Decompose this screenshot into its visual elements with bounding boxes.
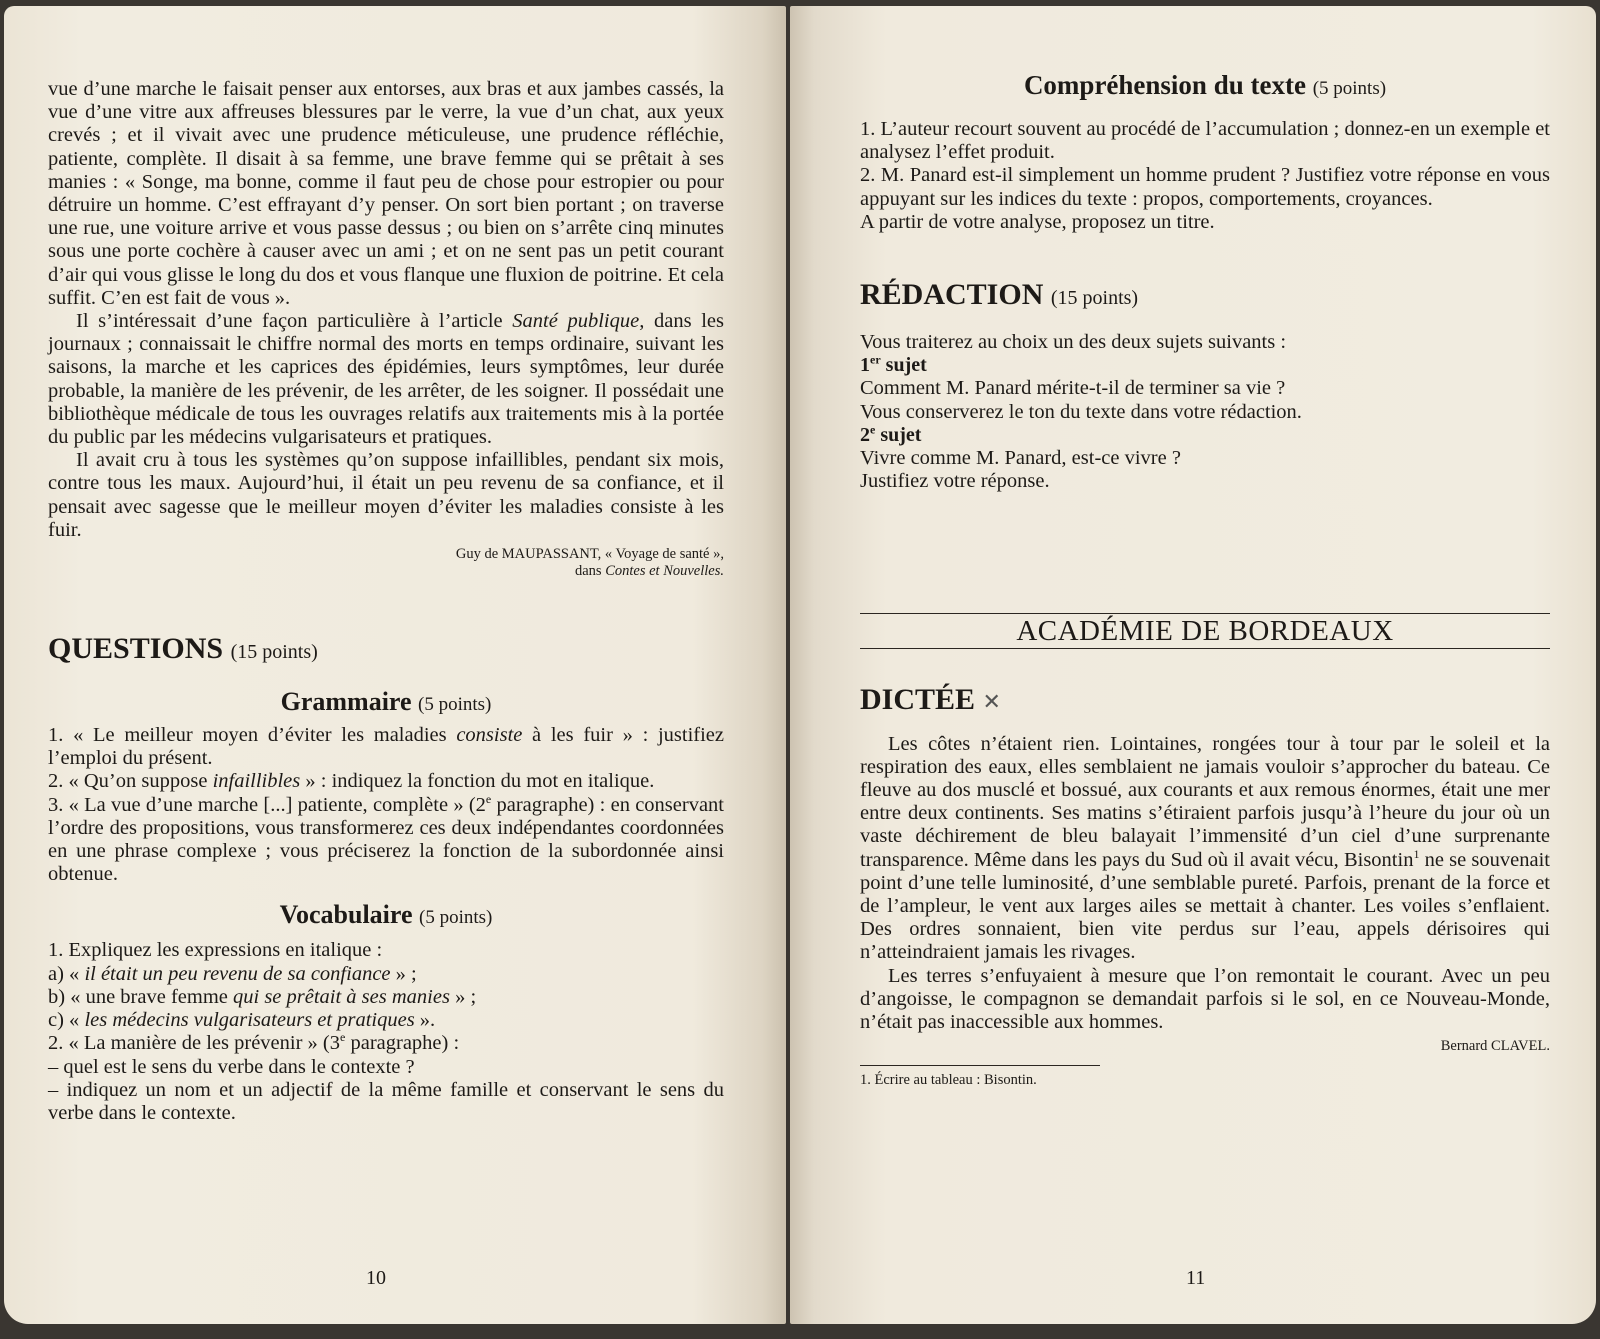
pencil-cross-mark-icon: ✕ <box>982 688 1001 714</box>
g3-sup: e <box>485 791 492 806</box>
questions-heading <box>48 632 724 669</box>
questions-points: (15 points) <box>230 641 318 664</box>
v2-a: 2. « La manière de les prévenir » (3 <box>48 1032 341 1055</box>
dictee-title: DICTÉE <box>860 682 976 716</box>
va-italic: il était un peu revenu de sa confiance <box>84 962 391 985</box>
sujet-2-sup: e <box>870 422 876 437</box>
left-page <box>4 6 786 1324</box>
grammaire-title: Grammaire <box>280 687 412 717</box>
vocabulaire-title: Vocabulaire <box>279 900 413 930</box>
vc-b: ». <box>414 1009 436 1032</box>
text-paragraph-3: Il avait cru à tous les systèmes qu’on suppose infaillibles, pendant six mois, contre tous les maux. Aujourd’hui, il était un peu revenu de sa confiance, et il pensait avec sagesse que le meilleur moyen d’éviter les maladies consiste à les fuir. <box>48 449 724 541</box>
g1-a: 1. « Le meilleur moyen d’éviter les maladies <box>48 724 457 747</box>
attribution-line-1: Guy de MAUPASSANT, « Voyage de santé », <box>455 546 724 563</box>
grammaire-heading <box>48 687 724 720</box>
footnote: 1. Écrire au tableau : Bisontin. <box>860 1072 1037 1089</box>
vb-italic: qui se prêtait à ses manies <box>233 985 450 1008</box>
dictee-paragraph-1 <box>860 733 1550 965</box>
g2-a: 2. « Qu’on suppose <box>48 770 213 793</box>
vocabulaire-a <box>48 963 724 986</box>
text-p2-italic: Santé publique, <box>512 310 645 333</box>
attribution-work: Contes et Nouvelles. <box>605 563 724 580</box>
vocabulaire-q2 <box>48 1032 724 1055</box>
right-page <box>790 6 1596 1324</box>
left-column <box>48 78 724 1125</box>
sujet-2-line-1: Vivre comme M. Panard, est-ce vivre ? <box>860 447 1181 470</box>
comprehension-heading <box>860 70 1550 104</box>
sujet-2-heading <box>860 424 1550 447</box>
vocabulaire-heading <box>48 900 724 933</box>
text-paragraph-1: vue d’une marche le faisait penser aux entorses, aux bras et aux jambes cassés, la vue d’une vitre aux affreuses blessures par le verre, la vue d’un chat, aux yeux crevés ; et il vivait avec une prudence méticuleuse, une prudence réfléchie, patiente, complète. Il disait à sa femme, une brave femme qui se prêtait à ses manies : « Songe, ma bonne, comme il faut peu de chose pour estropier ou pour détruire un homme. C’est effrayant d’y penser. On sort bien portant ; on traverse une rue, une voiture arrive et vous passe dessus ; ou bien on s’arrête cinq minutes sous une porte cochère à causer avec un ami ; et on ne sent pas un petit courant d’air qui vous glisse le long du dos et vous flanque une fluxion de poitrine. Et cela suffit. C’en est fait de vous ». <box>48 78 724 309</box>
redaction-points: (15 points) <box>1050 287 1139 310</box>
right-column <box>860 70 1550 1089</box>
comprehension-points: (5 points) <box>1312 78 1387 99</box>
attribution-dans: dans <box>574 563 606 580</box>
dictee-p1-a: Les côtes n’étaient rien. Lointaines, rongées tour à tour par le soleil et la respiration des eaux, elles semblaient ne jamais vouloir s’approcher du bateau. Ce fleuve au dos musclé et bossué, aux courants et aux remous énormes, était une mer entre deux continents. Ses matins s’étiraient parfois jusqu’à l’heure du jour où un vaste déchirement de bleu balayait l’immensité d’un ciel d’une surprenante transparence. Même dans les pays du Sud où il avait vécu, Bisontin <box>860 732 1550 871</box>
page-number-left: 10 <box>366 1267 386 1289</box>
redaction-intro: Vous traiterez au choix un des deux sujets suivants : <box>860 331 1287 354</box>
grammaire-q3 <box>48 791 724 887</box>
dictee-p1-sup: 1 <box>1413 846 1420 861</box>
g3-a: 3. « La vue d’une marche [...] patiente, complète » (2 <box>48 793 486 816</box>
vb-b: » ; <box>449 985 477 1008</box>
sujet-1-word: sujet <box>880 354 927 377</box>
g2-b: » : indiquez la fonction du mot en italique. <box>300 770 655 793</box>
sujet-1-num: 1 <box>860 354 870 377</box>
va-a: a) « <box>48 962 85 985</box>
vocabulaire-points: (5 points) <box>419 907 493 929</box>
g3-b: paragraphe) : en conservant l’ordre des propositions, vous transformerez ces deux indépendantes coordonnées en une phrase complexe ; vous préciserez la fonction de la subordonnée ainsi obtenue. <box>48 793 724 886</box>
v2-sup: e <box>340 1030 346 1045</box>
text-p2-a: Il s’intéressait d’une façon particulière à l’article <box>76 310 513 333</box>
comprehension-q1: 1. L’auteur recourt souvent au procédé de l’accumulation ; donnez-en un exemple et analysez l’effet produit. <box>860 118 1550 164</box>
redaction-heading <box>860 278 1550 315</box>
v2-b: paragraphe) : <box>345 1032 460 1055</box>
vocabulaire-c <box>48 1009 724 1032</box>
comprehension-q2: 2. M. Panard est-il simplement un homme prudent ? Justifiez votre réponse en vous appuyant sur les indices du texte : propos, comportements, croyances. <box>860 164 1550 210</box>
attribution <box>48 546 724 580</box>
dictee-author: Bernard CLAVEL. <box>1440 1038 1550 1055</box>
page-number-right: 11 <box>1186 1267 1206 1289</box>
dictee-paragraph-2: Les terres s’enfuyaient à mesure que l’on remontait le courant. Avec un peu d’angoisse, le compagnon se demandait parfois si le sol, en ce Nouveau-Monde, n’était pas inaccessible aux hommes. <box>860 964 1550 1034</box>
academie-title: ACADÉMIE DE BORDEAUX <box>1016 615 1394 648</box>
grammaire-q1 <box>48 724 724 770</box>
vocabulaire-b <box>48 986 724 1009</box>
sujet-2-line-2: Justifiez votre réponse. <box>860 470 1050 493</box>
sujet-1-line-1: Comment M. Panard mérite-t-il de terminer sa vie ? <box>860 377 1286 400</box>
sujet-2-word: sujet <box>875 423 922 446</box>
dictee-p1-b: ne se souvenait point d’une telle luminosité, d’une semblable pureté. Parfois, prenant de la force et de l’ampleur, le vent aux larges ailes se mettait à chanter. Les voiles s’enflaient. Des ordres sonnaient, bien vite perdus sur l’eau, appels dérisoires qui n’atteindraient jamais les rivages. <box>860 848 1550 964</box>
questions-title: QUESTIONS <box>48 632 224 666</box>
vc-a: c) « <box>48 1009 85 1032</box>
vocabulaire-q2-dash2: – indiquez un nom et un adjectif de la même famille et conservant le sens du verbe dans le contexte. <box>48 1078 724 1124</box>
sujet-2-num: 2 <box>860 423 870 446</box>
sujet-1-line-2: Vous conserverez le ton du texte dans votre rédaction. <box>860 400 1302 423</box>
grammaire-points: (5 points) <box>418 694 492 716</box>
va-b: » ; <box>390 962 417 985</box>
redaction-title: RÉDACTION <box>860 278 1044 312</box>
vb-a: b) « une brave femme <box>48 985 233 1008</box>
sujet-1-sup: er <box>870 352 881 367</box>
comprehension-title: Compréhension du texte <box>1023 70 1306 100</box>
text-paragraph-2 <box>48 310 724 449</box>
vc-italic: les médecins vulgarisateurs et pratiques <box>84 1009 415 1032</box>
g1-b: à les fuir » : justifiez l’emploi du présent. <box>48 724 724 770</box>
vocabulaire-q1: 1. Expliquez les expressions en italique : <box>48 939 383 962</box>
g2-italic: infaillibles <box>212 770 301 793</box>
text-p2-b: dans les journaux ; connaissait le chiffre normal des morts en temps ordinaire, suivant les saisons, la marche et les caprices des épidémies, leurs symptômes, leur durée probable, la manière de les prévenir, de les arrêter, de les soigner. Il possédait une bibliothèque médicale de tous les ouvrages relatifs aux traitements mis à la portée du public par les médecins vulgarisateurs et pratiques. <box>48 310 724 449</box>
dictee-heading <box>860 683 1550 719</box>
attribution-line-2 <box>48 563 724 580</box>
sujet-1-heading <box>860 354 1550 377</box>
g1-italic: consiste <box>456 724 523 747</box>
comprehension-q3: A partir de votre analyse, proposez un titre. <box>860 210 1215 233</box>
grammaire-q2 <box>48 770 724 793</box>
vocabulaire-q2-dash1: – quel est le sens du verbe dans le contexte ? <box>48 1055 415 1078</box>
